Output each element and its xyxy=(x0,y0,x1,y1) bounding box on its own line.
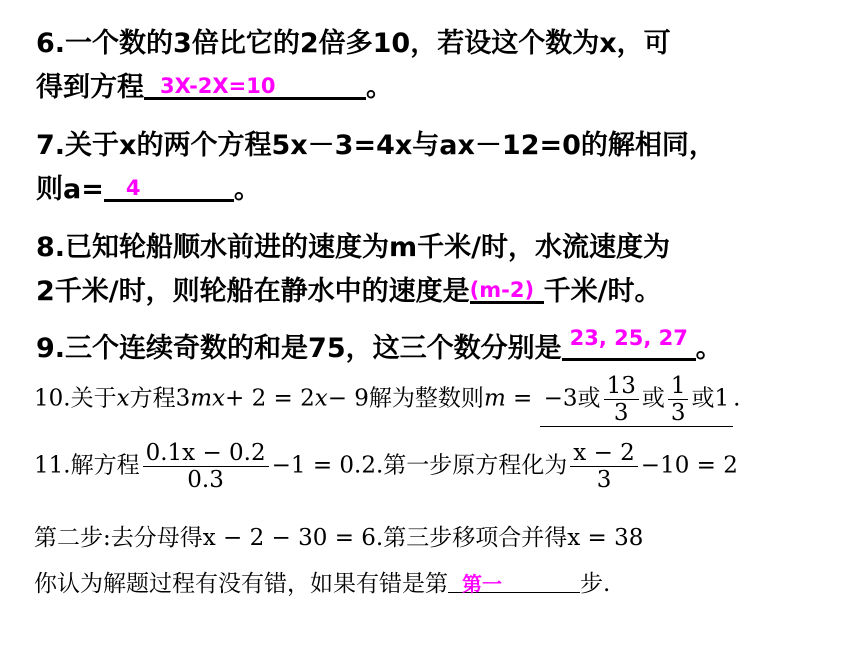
var-m: m xyxy=(483,385,506,412)
answer-blank-7 xyxy=(104,169,234,202)
answer-10-frac1 xyxy=(604,373,639,426)
question-11-prefix: 11.解方程 xyxy=(34,452,140,479)
question-11-end: −10 = 2 xyxy=(640,452,738,479)
question-6 xyxy=(36,22,671,110)
frac-numerator: x − 2 xyxy=(570,440,638,467)
frac-denominator: 3 xyxy=(596,467,612,493)
question-9 xyxy=(36,327,723,371)
question-10-eq2: − 9解为整数则 xyxy=(327,385,484,412)
step2-equation: x − 2 − 30 = 6.第三步移项合并得 xyxy=(202,525,568,551)
question-6-end: 。 xyxy=(366,72,393,103)
answer-10-opt1: −3或 xyxy=(543,385,601,412)
question-8 xyxy=(36,226,670,314)
answer-10-or: 或 xyxy=(641,385,665,412)
question-11-mid: −1 = 0.2.第一步原方程化为 xyxy=(271,452,568,479)
question-9-end: 。 xyxy=(695,333,723,364)
answer-blank-9 xyxy=(562,328,696,361)
frac1-denominator: 3 xyxy=(613,400,629,426)
question-7-prefix: 则a= xyxy=(36,174,104,205)
answer-10-frac2 xyxy=(668,373,689,426)
question-10-prefix: 10.关于 xyxy=(34,385,117,412)
question-10-eq: + 2 = 2 xyxy=(224,385,315,412)
var-mx: mx xyxy=(190,385,225,412)
answer-blank-8 xyxy=(470,271,544,304)
question-6-line2 xyxy=(36,66,671,110)
question-6-line1: 6.一个数的3倍比它的2倍多10，若设这个数为x，可 xyxy=(36,28,671,59)
question-10 xyxy=(34,373,740,427)
frac2-denominator: 3 xyxy=(670,400,686,426)
answer-11: 第一 xyxy=(462,572,502,596)
question-9-line1 xyxy=(36,327,723,371)
question-10-eqsign: = xyxy=(505,385,533,412)
answer-8: (m-2) xyxy=(469,278,535,302)
question-11 xyxy=(34,440,738,493)
question-7-end: 。 xyxy=(233,174,261,205)
question-11-frac1 xyxy=(143,440,269,493)
question-10-end: . xyxy=(733,385,741,412)
var-x: x xyxy=(116,385,130,412)
question-11-frac2 xyxy=(570,440,638,493)
question-8-line2 xyxy=(36,270,670,314)
ask-text: 你认为解题过程有没有错，如果有错是第 xyxy=(34,571,448,597)
question-8-end: 千米/时。 xyxy=(543,276,662,307)
question-6-prefix: 得到方程 xyxy=(36,72,144,103)
frac2-numerator: 1 xyxy=(668,373,689,400)
step3-equation: x = 38 xyxy=(567,525,644,551)
frac-numerator: 0.1x − 0.2 xyxy=(143,440,269,467)
frac1-numerator: 13 xyxy=(604,373,639,400)
step2-label: 第二步:去分母得 xyxy=(34,525,203,551)
answer-blank-10 xyxy=(540,373,733,427)
answer-blank-11 xyxy=(448,568,580,596)
question-7-line1: 7.关于x的两个方程5x－3=4x与ax－12=0的解相同， xyxy=(36,130,716,161)
answer-10-opt-end: 或1 xyxy=(691,385,730,412)
var-x2: x xyxy=(314,385,328,412)
question-11-step2 xyxy=(34,524,643,552)
question-8-line1: 8.已知轮船顺水前进的速度为m千米/时，水流速度为 xyxy=(36,232,671,263)
question-7-line2 xyxy=(36,168,716,212)
frac-denominator: 0.3 xyxy=(187,467,224,493)
question-8-prefix: 2千米/时，则轮船在静水中的速度是 xyxy=(36,276,470,307)
question-10-mid: 方程3 xyxy=(129,385,191,412)
question-7 xyxy=(36,124,716,212)
question-9-prefix: 9.三个连续奇数的和是75，这三个数分别是 xyxy=(36,333,562,364)
answer-7: 4 xyxy=(125,176,141,200)
answer-blank-6 xyxy=(144,67,366,100)
question-11-ask xyxy=(34,568,610,598)
answer-9: 23, 25, 27 xyxy=(569,326,688,350)
ask-end: 步. xyxy=(580,571,611,597)
answer-6: 3X-2X=10 xyxy=(160,74,276,98)
